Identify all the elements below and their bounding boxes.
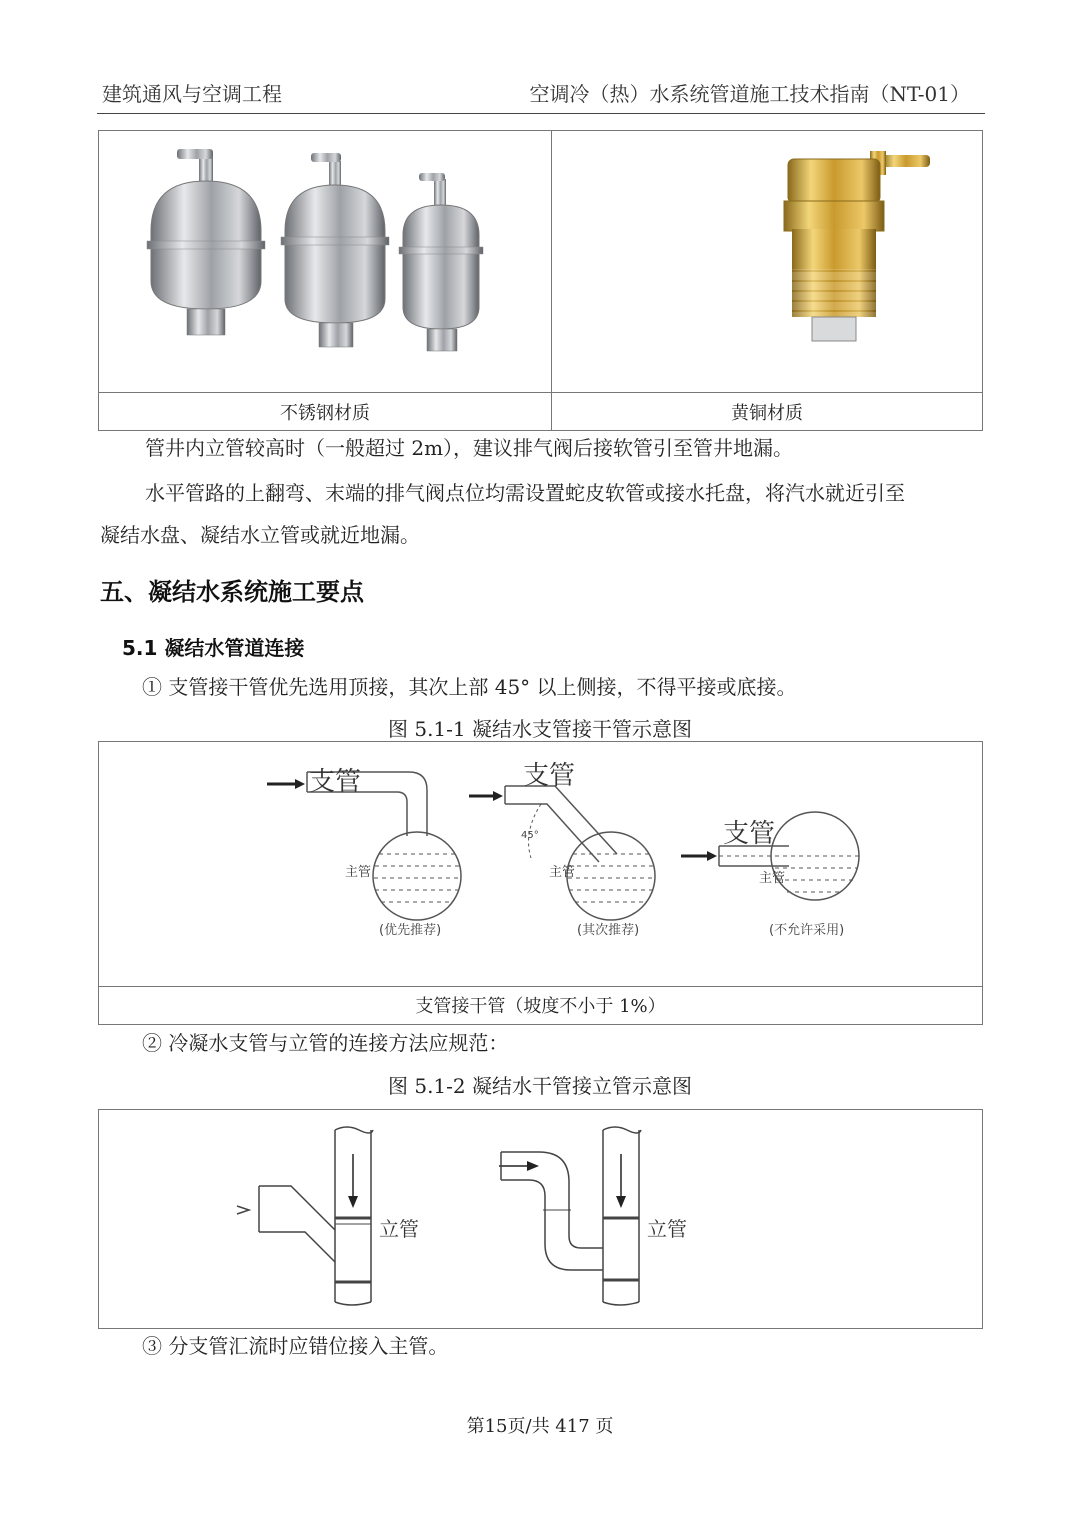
fig1-caption-3: (不允许采用) (769, 923, 845, 938)
fig2-riser-label-2: 立管 (647, 1217, 687, 1241)
stainless-valve-medium (281, 153, 389, 347)
fig1-main-label-1: 主管 (345, 865, 372, 880)
fig1-caption-2: (其次推荐) (577, 923, 640, 938)
diagram-offset-connection (237, 1127, 373, 1305)
fig1-branch-label-3: 支管 (723, 819, 776, 849)
paragraph-horizontal-line2: 凝结水盘、凝结水立管或就近地漏。 (100, 523, 420, 547)
fig1-main-label-3: 主管 (759, 871, 786, 886)
diagram-top-connection (267, 772, 461, 920)
subsection-title: 5.1 凝结水管道连接 (122, 636, 305, 660)
figure-1-diagram (99, 742, 982, 986)
paragraph-horizontal-line1: 水平管路的上翻弯、末端的排气阀点位均需设置蛇皮软管或接水托盘，将汽水就近引至 (145, 481, 905, 505)
section-title: 五、凝结水系统施工要点 (100, 578, 364, 606)
valve-table (98, 130, 983, 431)
fig1-branch-label-1: 支管 (309, 767, 362, 797)
paragraph-riser-hose: 管井内立管较高时（一般超过 2m），建议排气阀后接软管引至管井地漏。 (145, 436, 794, 460)
figure-1-divider (99, 986, 982, 987)
figure-2-title: 图 5.1-2 凝结水干管接立管示意图 (387, 1074, 692, 1098)
brass-valve-image (552, 131, 982, 391)
figure-2-table (98, 1109, 983, 1329)
stainless-valve-large (147, 149, 265, 335)
figure-1-title: 图 5.1-1 凝结水支管接干管示意图 (387, 717, 692, 741)
header-right-title: 空调冷（热）水系统管道施工技术指南（NT-01） (529, 82, 970, 106)
stainless-valve-small (399, 173, 483, 351)
diagram-45-connection (469, 786, 655, 920)
item-3: ③ 分支管汇流时应错位接入主管。 (142, 1334, 449, 1358)
figure-1-caption: 支管接干管（坡度不小于 1%） (415, 996, 666, 1017)
header-divider (97, 113, 985, 114)
diagram-trap-connection (499, 1127, 641, 1305)
valve-table-divider-h (99, 392, 982, 393)
figure-1-table (98, 741, 983, 1025)
fig1-branch-label-2: 支管 (523, 761, 576, 791)
header-left-title: 建筑通风与空调工程 (102, 82, 282, 106)
fig2-riser-label-1: 立管 (379, 1217, 419, 1241)
caption-stainless: 不锈钢材质 (280, 403, 370, 424)
item-2: ② 冷凝水支管与立管的连接方法应规范： (142, 1031, 509, 1055)
fig1-caption-1: (优先推荐) (379, 923, 442, 938)
page-number: 第15页/共 417 页 (466, 1416, 614, 1437)
item-1: ① 支管接干管优先选用顶接，其次上部 45° 以上侧接，不得平接或底接。 (142, 675, 797, 699)
stainless-valves-image (99, 131, 551, 391)
fig1-main-label-2: 主管 (549, 865, 576, 880)
caption-brass: 黄铜材质 (731, 403, 803, 424)
fig1-angle-label: 45° (521, 830, 539, 841)
figure-2-diagram (99, 1110, 982, 1328)
